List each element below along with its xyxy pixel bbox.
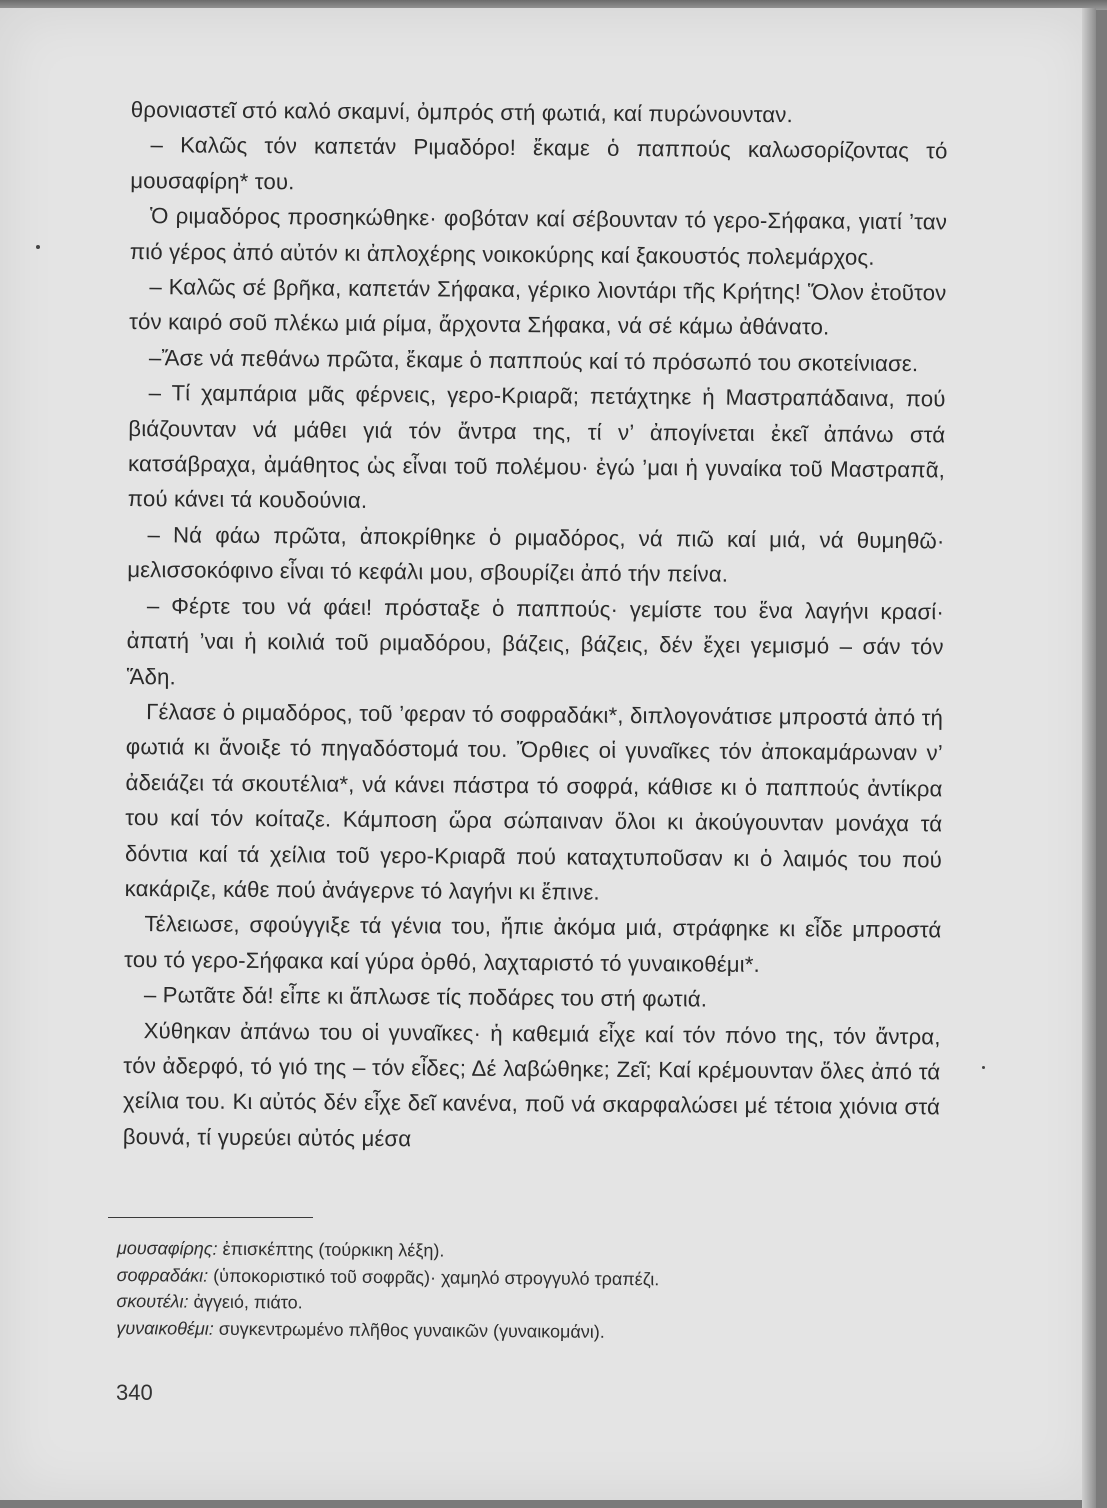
paragraph: – Τί χαμπάρια μᾶς φέρνεις, γερο-Κριαρᾶ; πετάχτηκε ἡ Μαστραπάδαινα, πού βιάζουνταν νά μάθει γιά τόν ἄντρα της, τί ν’ ἀπογίνεται ἐκεῖ ἀπάνω στά κατσάβραχα, ἀμάθητος ὡς εἶναι τοῦ πολέμου· ἐγώ ’μαι ἡ γυναίκα τοῦ Μαστραπᾶ, πού κάνει τά κουδούνια. (127, 380, 946, 514)
paragraph: –Ἄσε νά πεθάνω πρῶτα, ἔκαμε ὁ παππούς καί τό πρόσωπό του σκοτείνιασε. (148, 344, 919, 377)
footnote-definition: ἐπισκέπτης (τούρκικη λέξη). (222, 1238, 445, 1261)
paragraph: – Καλῶς σέ βρῆκα, καπετάν Σήφακα, γέρικο λιοντάρι τῆς Κρήτης! Ὅλον ἐτοῦτον τόν καιρό σοῦ πλέκω μιά ρίμα, ἄρχοντα Σήφακα, νά σέ κάμω ἀθάνατο. (129, 274, 947, 340)
paragraph: Τέλειωσε, σφούγγιξε τά γένια του, ἤπιε ἀκόμα μιά, στράφηκε κι εἶδε μπροστά του τό γερο-Σήφακα καί γύρα ὀρθό, λαχταριστό τό γυναικοθέμι*. (124, 911, 942, 977)
scan-speck (982, 1066, 985, 1069)
footnote-term: μουσαφίρης: (116, 1237, 218, 1259)
footnote-term: σκουτέλι: (116, 1290, 189, 1312)
page-number: 340 (116, 1380, 153, 1405)
footnote-divider (108, 1217, 313, 1218)
paragraph: θρονιαστεῖ στό καλό σκαμνί, ὀμπρός στή φωτιά, καί πυρώνουνταν. (130, 96, 793, 128)
paragraph: – Ρωτᾶτε δά! εἶπε κι ἅπλωσε τίς ποδάρες του στή φωτιά. (143, 982, 708, 1012)
footnotes (116, 1235, 947, 1348)
footnote-term: σοφραδάκι: (116, 1264, 209, 1286)
paragraph: – Καλῶς τόν καπετάν Ριμαδόρο! ἔκαμε ὁ παππούς καλωσορίζοντας τό μουσαφίρη* του. (130, 132, 948, 195)
scan-right-edge (1082, 8, 1096, 1508)
footnote-definition: ἀγγειό, πιάτο. (193, 1291, 303, 1313)
scan-speck (36, 245, 40, 249)
paragraph: Γέλασε ὁ ριμαδόρος, τοῦ ’φεραν τό σοφραδάκι*, διπλογονάτισε μπροστά ἀπό τή φωτιά κι ἄνοιξε τό πηγαδόστομά του. Ὄρθιες οἱ γυναῖκες τόν ἀποκαμάρωναν ν’ ἀδειάζει τά σκουτέλια*, νά κάνει πάστρα τό σοφρά, κάθισε κι ὁ παππούς ἀντίκρα του καί τόν κοίταζε. Κάμποση ὥρα σώπαιναν ὅλοι κι ἀκούγουνταν μονάχα τά δόντια καί τά χείλια τοῦ γερο-Κριαρᾶ πού καταχτυποῦσαν κι ὁ λαιμός του πού κακάριζε, κάθε πού ἀνάγερνε τό λαγήνι κι ἔπινε. (124, 699, 944, 905)
paragraph: Ὁ ριμαδόρος προσηκώθηκε· φοβόταν καί σέβουνταν τό γερο-Σήφακα, γιατί ’ταν πιό γέρος ἀπό αὐτόν κι ἀπλοχέρης νοικοκύρης καί ξακουστός πολεμάρχος. (129, 203, 948, 270)
paragraph: – Νά φάω πρῶτα, ἀποκρίθηκε ὁ ριμαδόρος, νά πιῶ καί μιά, νά θυμηθῶ· μελισσοκόφινο εἶναι τό κεφάλι μου, σβουρίζει ἀπό τήν πείνα. (127, 522, 945, 587)
footnote-definition: (ὑποκοριστικό τοῦ σοφρᾶς)· χαμηλό στρογγυλό τραπέζι. (213, 1265, 660, 1289)
footnote-term: γυναικοθέμι: (116, 1317, 214, 1339)
body-text (123, 92, 948, 1161)
footnote-definition: συγκεντρωμένο πλῆθος γυναικῶν (γυναικομάνι). (218, 1318, 605, 1342)
paragraph: – Φέρτε του νά φάει! πρόσταξε ὁ παππούς· γεμίστε του ἕνα λαγήνι κρασί· ἀπατή ’ναι ἡ κοιλιά τοῦ ριμαδόρου, βάζεις, βάζεις, δέν ἔχει γεμισμό – σάν τόν Ἅδη. (126, 592, 945, 689)
paragraph: Χύθηκαν ἀπάνω του οἱ γυναῖκες· ἡ καθεμιά εἶχε καί τόν πόνο της, τόν ἄντρα, τόν ἀδερφό, τό γιό της – τόν εἶδες; Δέ λαβώθηκε; Ζεῖ; Καί κρέμουνταν ὅλες ἀπό τά χείλια του. Κι αὐτός δέν εἶχε δεῖ κανένα, ποῦ νά σκαρφαλώσει μέ τέτοια χιόνια στά βουνά, τί γυρεύει αὐτός μέσα (122, 1017, 941, 1152)
